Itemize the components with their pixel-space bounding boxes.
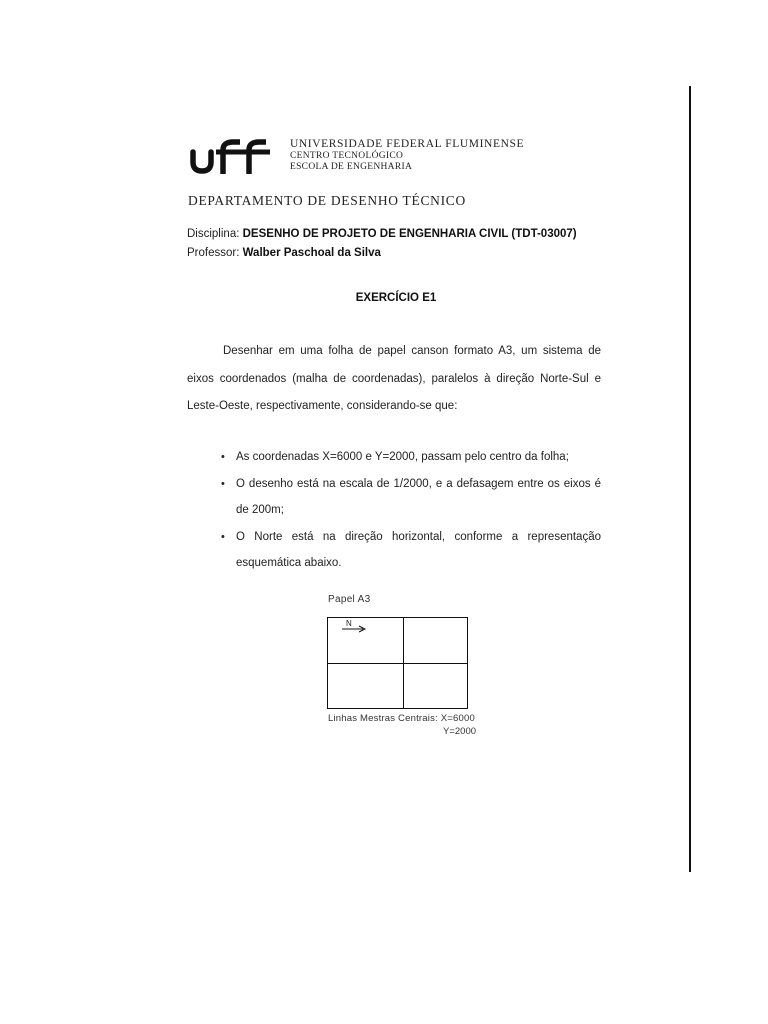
professor-value: Walber Paschoal da Silva xyxy=(242,247,381,259)
north-label: N xyxy=(346,619,352,628)
discipline-line xyxy=(187,228,577,240)
central-horizontal-line xyxy=(328,663,467,664)
school-name: ESCOLA DE ENGENHARIA xyxy=(290,162,413,172)
center-name: CENTRO TECNOLÓGICO xyxy=(290,151,404,161)
sheet-grid xyxy=(327,617,468,709)
professor-label: Professor: xyxy=(187,247,240,259)
diagram-caption-top: Papel A3 xyxy=(328,594,371,605)
department-title: DEPARTAMENTO DE DESENHO TÉCNICO xyxy=(188,193,466,208)
a3-sheet-diagram xyxy=(322,590,492,740)
list-item: • O Norte está na direção horizontal, conforme a representação esquemática abaixo. xyxy=(236,524,601,577)
exercise-title-wrap xyxy=(0,292,768,304)
list-item: • As coordenadas X=6000 e Y=2000, passam pelo centro da folha; xyxy=(236,444,601,471)
requirements-list xyxy=(187,444,601,577)
north-arrow-icon xyxy=(341,624,367,634)
institution-name: UNIVERSIDADE FEDERAL FLUMINENSE xyxy=(290,138,525,150)
intro-paragraph: Desenhar em uma folha de papel canson formato A3, um sistema de eixos coordenados (malha de coordenadas), paralelos à direção Norte-Sul e Leste-Oeste, respectivamente, considerando-se que: xyxy=(187,345,601,412)
intro-paragraph-wrap xyxy=(187,338,601,421)
exercise-title: EXERCÍCIO E1 xyxy=(355,292,437,304)
diagram-caption-y: Y=2000 xyxy=(443,726,477,737)
right-margin-rule xyxy=(689,86,691,872)
professor-line xyxy=(187,247,381,259)
list-item: • O desenho está na escala de 1/2000, e a defasagem entre os eixos é de 200m; xyxy=(236,471,601,524)
diagram-caption-bottom: Linhas Mestras Centrais: X=6000 xyxy=(328,713,475,724)
institution-block xyxy=(290,138,524,173)
uff-logo-icon xyxy=(190,136,282,176)
discipline-value: DESENHO DE PROJETO DE ENGENHARIA CIVIL (TDT-03007) xyxy=(242,228,577,240)
discipline-label: Disciplina: xyxy=(187,228,240,240)
